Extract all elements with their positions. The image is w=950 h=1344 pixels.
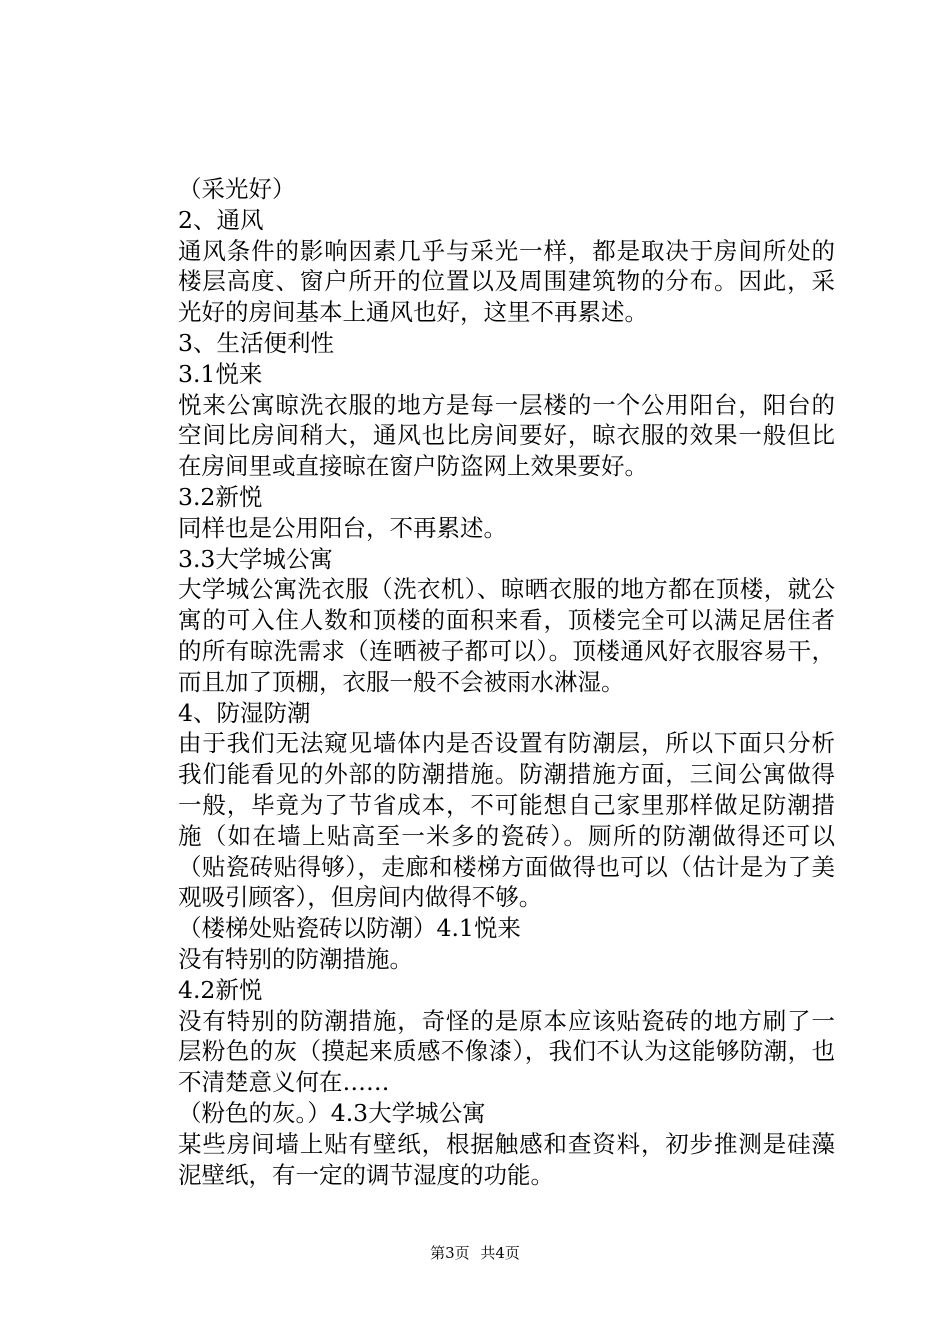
paragraph: 悦来公寓晾洗衣服的地方是每一层楼的一个公用阳台，阳台的空间比房间稍大，通风也比房间要好，晾衣服的效果一般但比在房间里或直接晾在窗户防盗网上效果要好。 <box>178 390 835 481</box>
paragraph-caption: （采光好） <box>178 175 296 203</box>
paragraph: 同样也是公用阳台，不再累述。 <box>178 513 507 542</box>
total-pages: 共4页 <box>480 1244 520 1262</box>
section-heading: 3、生活便利性 <box>178 328 334 357</box>
document-body <box>130 174 835 1190</box>
paragraph: 由于我们无法窥见墙体内是否设置有防潮层，所以下面只分析我们能看见的外部的防潮措施。防潮措施方面，三间公寓做得一般，毕竟为了节省成本，不可能想自己家里那样做足防潮措施（如在墙上贴高至一米多的瓷砖）。厕所的防潮做得还可以（贴瓷砖贴得够），走廊和楼梯方面做得也可以（估计是为了美观吸引顾客），但房间内做得不够。 <box>178 729 835 912</box>
paragraph: 通风条件的影响因素几乎与采光一样，都是取决于房间所处的楼层高度、窗户所开的位置以及周围建筑物的分布。因此，采光好的房间基本上通风也好，这里不再累述。 <box>178 236 835 327</box>
subsection-heading: 3.3大学城公寓 <box>178 544 333 573</box>
paragraph: 某些房间墙上贴有壁纸，根据触感和查资料，初步推测是硅藻泥壁纸，有一定的调节湿度的功能。 <box>178 1129 835 1189</box>
subsection-heading: 3.2新悦 <box>178 482 263 511</box>
subsection-heading: 3.1悦来 <box>178 359 263 388</box>
caption-and-subsection-heading: （楼梯处贴瓷砖以防潮）4.1悦来 <box>178 914 521 943</box>
subsection-heading: 4.2新悦 <box>178 975 263 1004</box>
paragraph: 没有特别的防潮措施，奇怪的是原本应该贴瓷砖的地方刷了一层粉色的灰（摸起来质感不像漆），我们不认为这能够防潮，也不清楚意义何在…… <box>178 1006 835 1097</box>
section-heading: 4、防湿防潮 <box>178 698 311 727</box>
page-footer <box>0 1243 950 1263</box>
paragraph: 没有特别的防潮措施。 <box>178 944 413 973</box>
page-number: 第3页 <box>430 1244 470 1262</box>
caption-and-subsection-heading: （粉色的灰。）4.3大学城公寓 <box>178 1098 486 1127</box>
paragraph: 大学城公寓洗衣服（洗衣机）、晾晒衣服的地方都在顶楼，就公寓的可入住人数和顶楼的面积来看，顶楼完全可以满足居住者的所有晾洗需求（连晒被子都可以）。顶楼通风好衣服容易干，而且加了顶棚，衣服一般不会被雨水淋湿。 <box>178 575 835 696</box>
section-heading: 2、通风 <box>178 205 264 234</box>
